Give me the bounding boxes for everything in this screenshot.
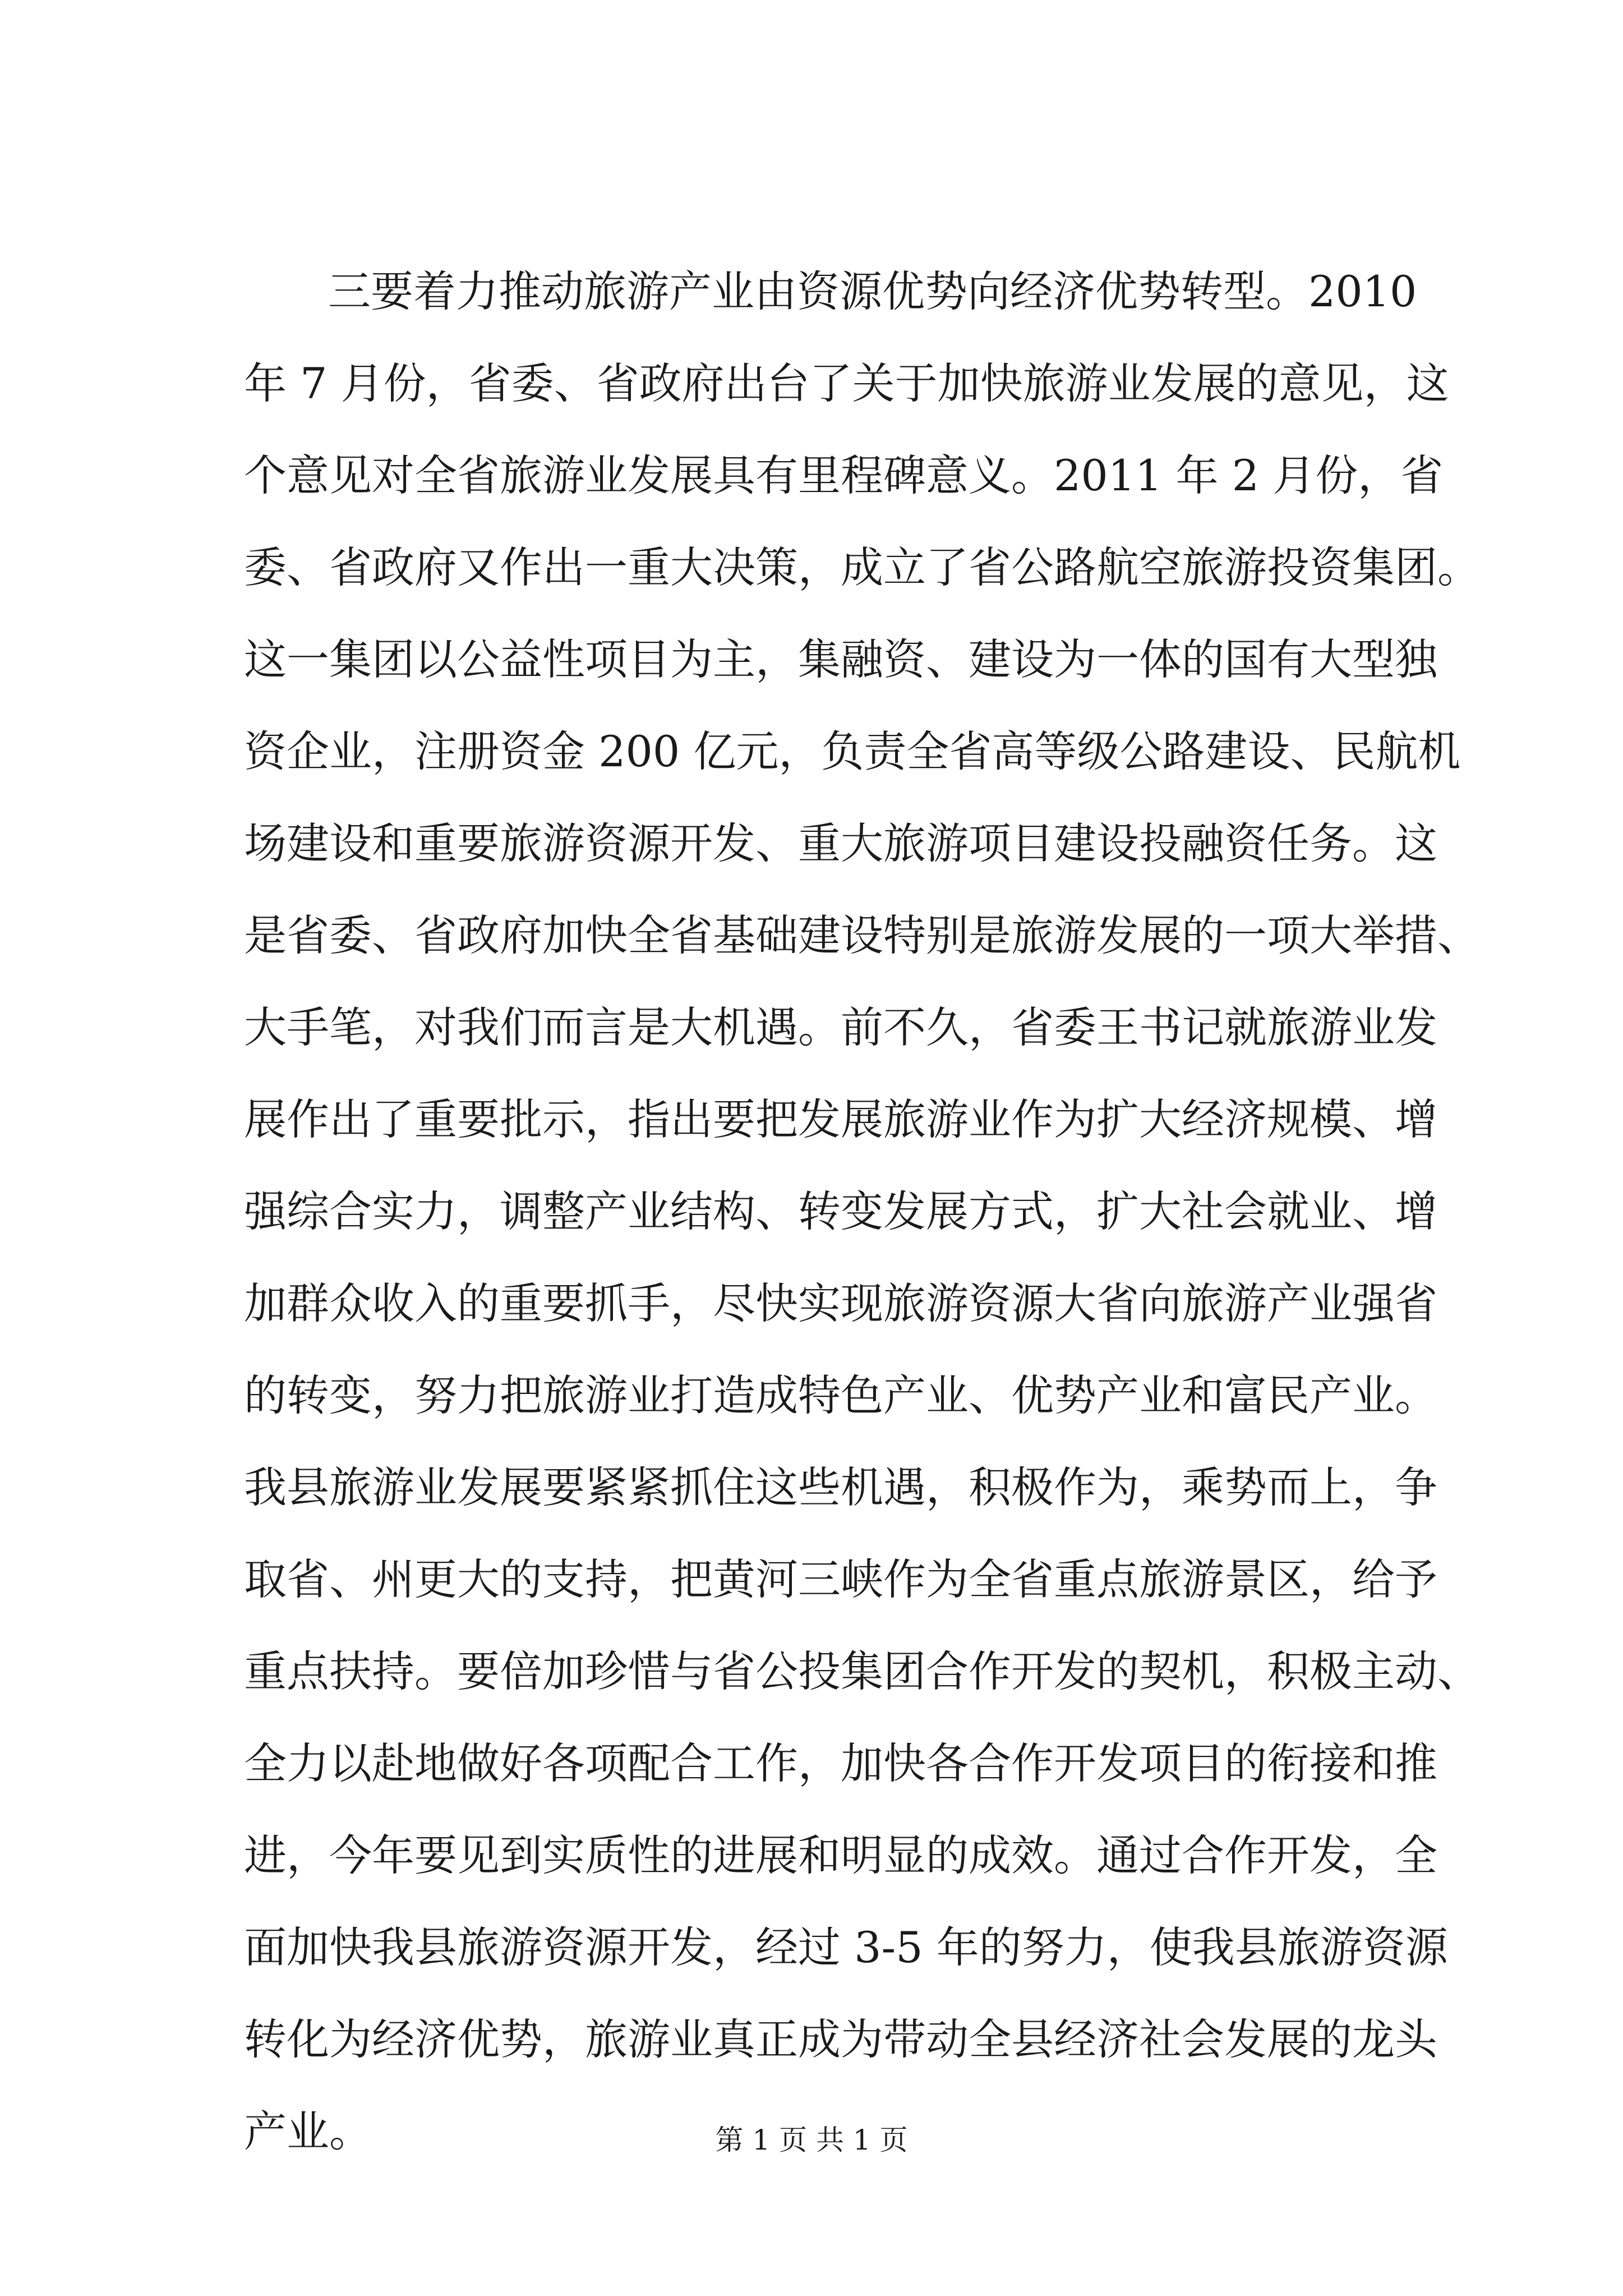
text-line: 资企业，注册资金 200 亿元，负责全省高等级公路建设、民航机 xyxy=(244,726,1461,776)
text-line: 面加快我县旅游资源开发，经过 3-5 年的努力，使我县旅游资源 xyxy=(244,1922,1448,1972)
text-line: 年 7 月份，省委、省政府出台了关于加快旅游业发展的意见，这 xyxy=(244,358,1449,408)
text-line: 大手笔，对我们而言是大机遇。前不久，省委王书记就旅游业发 xyxy=(244,1002,1437,1052)
text-line: 个意见对全省旅游业发展具有里程碑意义。2011 年 2 月份，省 xyxy=(244,450,1444,500)
text-line: 全力以赴地做好各项配合工作，加快各合作开发项目的衔接和推 xyxy=(244,1738,1437,1788)
text-line: 场建设和重要旅游资源开发、重大旅游项目建设投融资任务。这 xyxy=(244,818,1437,868)
paragraph xyxy=(244,246,1480,2178)
text-line: 三要着力推动旅游产业由资源优势向经济优势转型。2010 xyxy=(328,266,1417,316)
text-line: 重点扶持。要倍加珍惜与省公投集团合作开发的契机，积极主动、 xyxy=(244,1646,1480,1696)
text-line: 我县旅游业发展要紧紧抓住这些机遇，积极作为，乘势而上，争 xyxy=(244,1462,1437,1512)
page-footer: 第 1 页 共 1 页 xyxy=(715,2124,908,2156)
text-line: 委、省政府又作出一重大决策，成立了省公路航空旅游投资集团。 xyxy=(244,542,1480,592)
text-line: 转化为经济优势，旅游业真正成为带动全县经济社会发展的龙头 xyxy=(244,2014,1437,2064)
text-line: 进，今年要见到实质性的进展和明显的成效。通过合作开发，全 xyxy=(244,1830,1437,1880)
text-line: 是省委、省政府加快全省基础建设特别是旅游发展的一项大举措、 xyxy=(244,910,1480,960)
text-line: 取省、州更大的支持，把黄河三峡作为全省重点旅游景区，给予 xyxy=(244,1554,1437,1604)
text-line: 强综合实力，调整产业结构、转变发展方式，扩大社会就业、增 xyxy=(244,1186,1437,1236)
text-line: 展作出了重要批示，指出要把发展旅游业作为扩大经济规模、增 xyxy=(244,1094,1437,1144)
text-line: 产业。 xyxy=(244,2106,372,2156)
text-line: 的转变，努力把旅游业打造成特色产业、优势产业和富民产业。 xyxy=(244,1370,1437,1420)
text-line: 这一集团以公益性项目为主，集融资、建设为一体的国有大型独 xyxy=(244,634,1437,684)
text-line: 加群众收入的重要抓手，尽快实现旅游资源大省向旅游产业强省 xyxy=(244,1278,1437,1328)
